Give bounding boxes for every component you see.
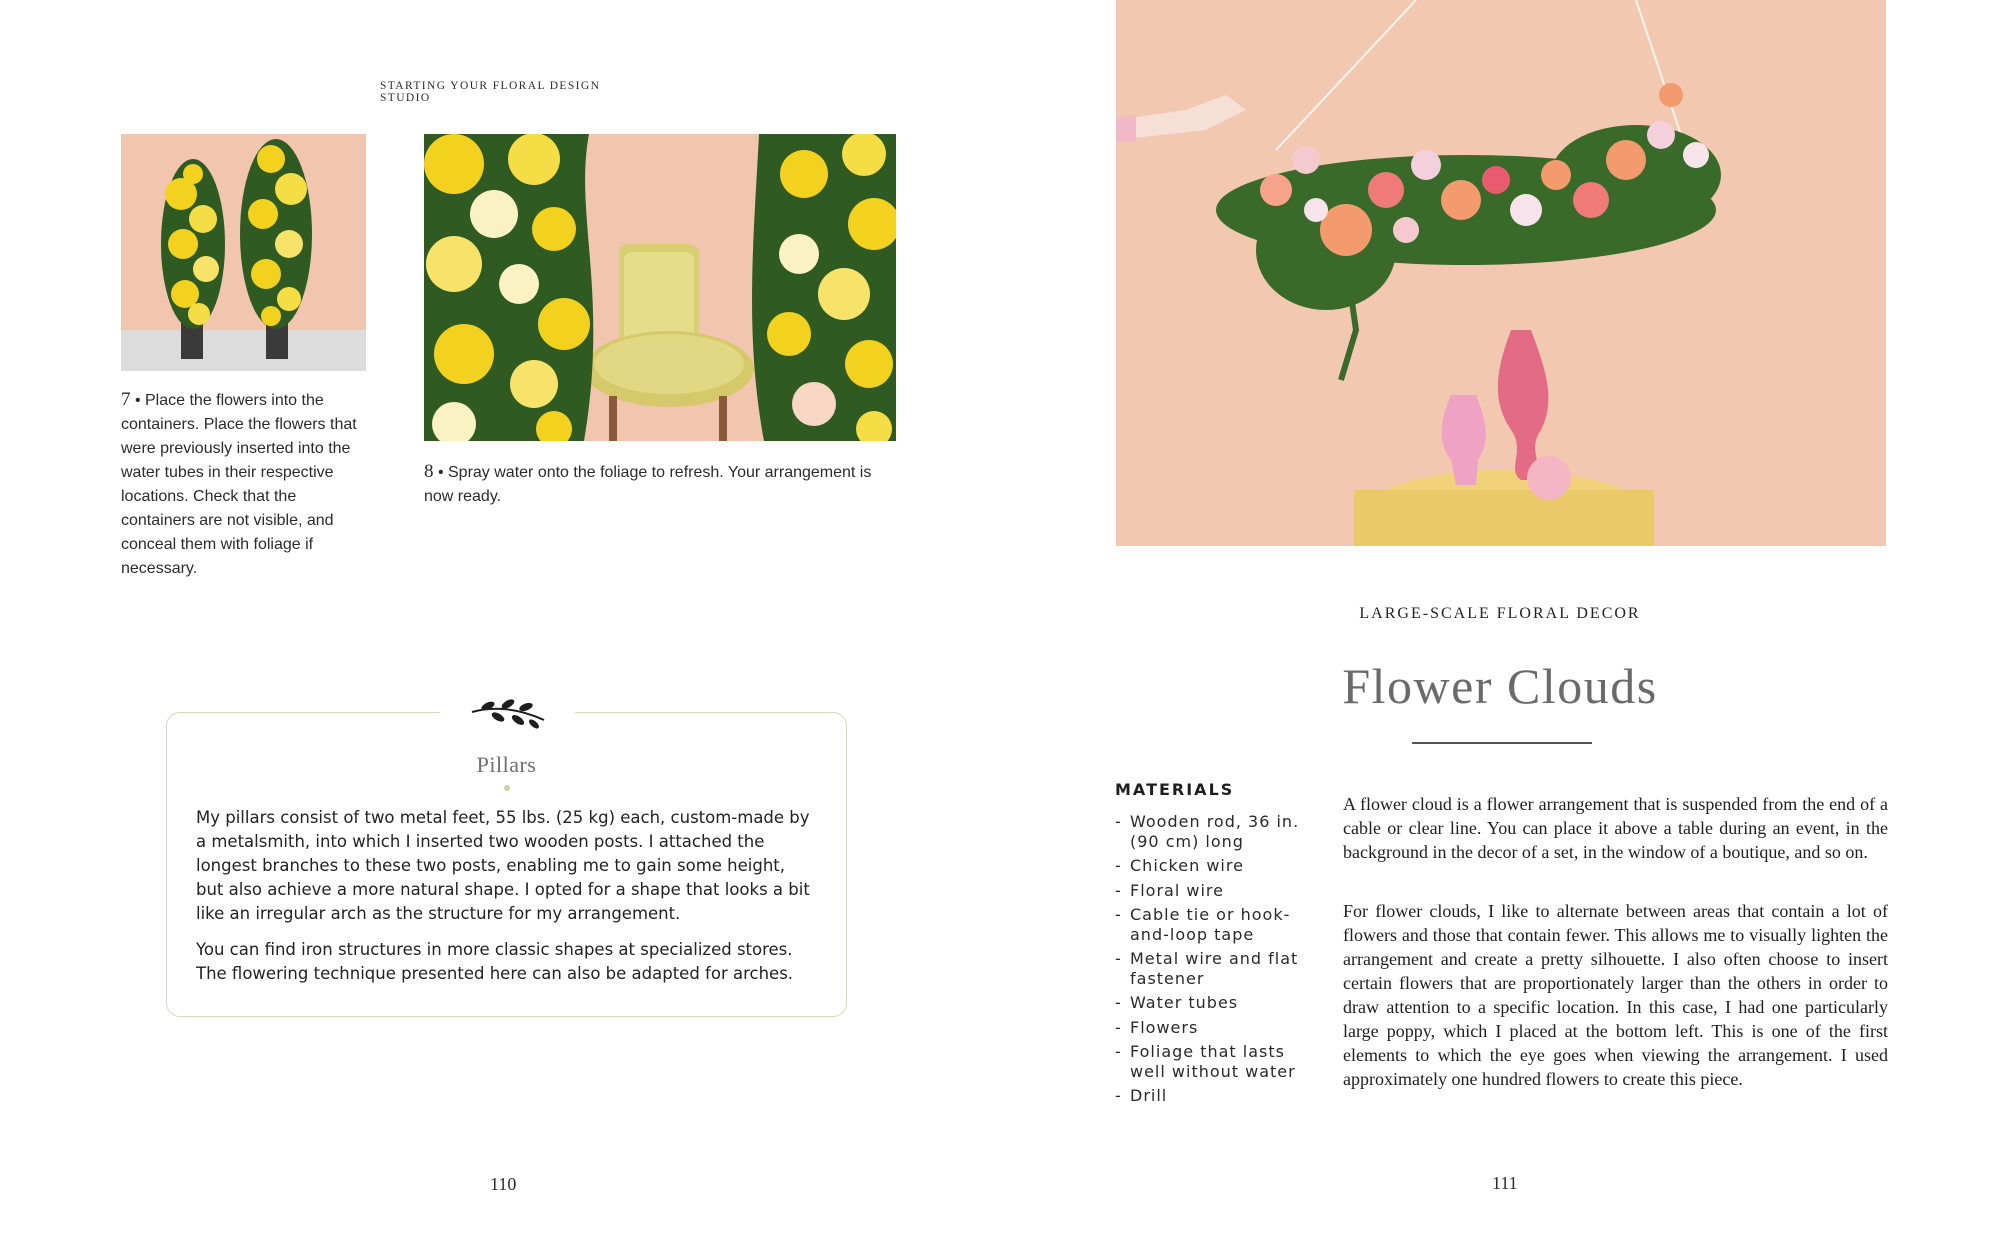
close-up-photo [424, 134, 896, 441]
material-item: - Wooden rod, 36 in. (90 cm) long [1115, 812, 1315, 851]
body-paragraph-1: A flower cloud is a flower arrangement that is suspended from the end of a cable or clear line. You can place it above a table during an event, in the background in the decor of a set, in the window of a boutique, and so on. [1343, 794, 1888, 862]
material-item: - Water tubes [1115, 993, 1315, 1013]
material-item: - Cable tie or hook-and-loop tape [1115, 905, 1315, 944]
page-number-right: 111 [1492, 1173, 1518, 1193]
pillars-photo [121, 134, 366, 371]
material-item: - Drill [1115, 1086, 1315, 1106]
step-7-caption [121, 388, 371, 581]
step-8-separator: • [433, 464, 448, 481]
tip-paragraph-2: You can find iron structures in more classic shapes at specialized stores. The flowering technique presented here can also be adapted for arches. [196, 940, 794, 983]
body-paragraph-2: For flower clouds, I like to alternate between areas that contain a lot of flowers and those that contain fewer. This allows me to visually lighten the arrangement and create a pretty silhouette. I also often choose to insert certain flowers that are proportionately larger than the others in order to draw attention to a specific location. In this case, I had one particularly large poppy, which I placed at the bottom left. This is one of the first elements to which the eye goes when viewing the arrangement. I used approximately one hundred flowers to create this piece. [1343, 901, 1888, 1089]
material-item: - Flowers [1115, 1018, 1315, 1038]
material-item: - Metal wire and flat fastener [1115, 949, 1315, 988]
step-7-separator: • [130, 392, 145, 409]
step-8-caption [424, 460, 874, 509]
step-8-text: Spray water onto the foliage to refresh. Your arrangement is now ready. [424, 464, 872, 505]
material-item: - Chicken wire [1115, 856, 1315, 876]
tip-title: Pillars [476, 752, 537, 777]
step-7-number: 7 [121, 389, 131, 410]
step-8-number: 8 [424, 461, 434, 482]
leaf-ornament-icon [468, 698, 548, 730]
material-item: - Foliage that lasts well without water [1115, 1042, 1315, 1081]
page-number-left: 110 [490, 1174, 517, 1194]
running-head: STARTING YOUR FLORAL DESIGN STUDIO [380, 80, 601, 104]
page-title: Flower Clouds [1342, 658, 1658, 714]
material-item: - Floral wire [1115, 881, 1315, 901]
tip-paragraph-1: My pillars consist of two metal feet, 55 lbs. (25 kg) each, custom-made by a metalsmith, into which I inserted two wooden posts. I attached the longest branches to these two posts, enabling me to gain some height, but also achieve a more natural shape. I opted for a shape that looks a bit like an irregular arch as the structure for my arrangement. [196, 808, 810, 923]
materials-list [1115, 812, 1315, 1111]
materials-heading: MATERIALS [1115, 780, 1235, 799]
section-label: LARGE-SCALE FLORAL DECOR [1359, 605, 1641, 622]
flower-cloud-photo [1116, 0, 1886, 546]
step-7-text: Place the flowers into the containers. Place the flowers that were previously inserted into the water tubes in their respective locations. Check that the containers are not visible, and conceal them with foliage if necessary. [121, 392, 357, 577]
title-underline [1412, 742, 1592, 744]
tip-title-dot [504, 785, 510, 791]
